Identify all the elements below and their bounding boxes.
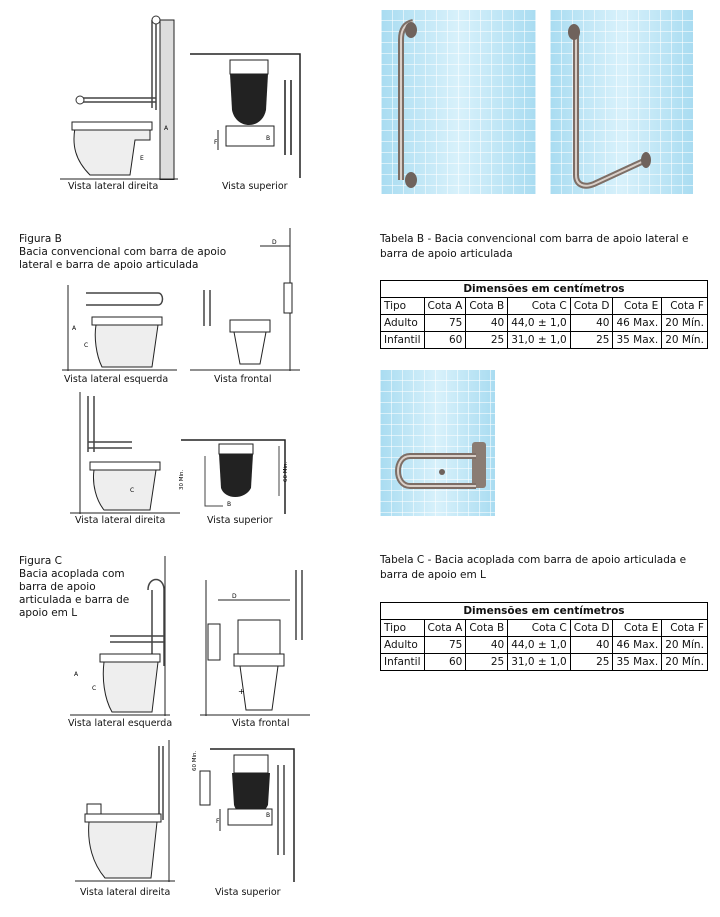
table-b-header: Dimensões em centímetros bbox=[381, 281, 708, 298]
fig-b-label: Figura B bbox=[19, 233, 62, 245]
table-cell: 31,0 ± 1,0 bbox=[508, 654, 571, 671]
table-c-col-cota-c: Cota C bbox=[508, 620, 571, 637]
fig-c-top-drawing bbox=[190, 745, 300, 882]
fig-b-caption-right-side: Vista lateral direita bbox=[75, 515, 166, 526]
table-cell: 75 bbox=[424, 637, 466, 654]
dim-label-a: A bbox=[74, 671, 79, 678]
fig-a-caption-right-side: Vista lateral direita bbox=[68, 181, 159, 192]
table-cell: 20 Mín. bbox=[662, 332, 708, 349]
fig-b-description-1: Bacia convencional com barra de apoio bbox=[19, 246, 227, 258]
table-cell: 46 Max. bbox=[613, 637, 662, 654]
dim-label-c: C bbox=[130, 487, 135, 494]
fig-c-caption-left-side: Vista lateral esquerda bbox=[68, 718, 173, 729]
table-cell: 20 Mín. bbox=[662, 315, 708, 332]
svg-text:+: + bbox=[238, 687, 245, 696]
table-b-title bbox=[380, 232, 700, 262]
fig-c-caption-front: Vista frontal bbox=[232, 718, 290, 729]
table-cell: 25 bbox=[466, 654, 508, 671]
fig-b-front-drawing bbox=[190, 228, 300, 371]
fig-b-description-2: lateral e barra de apoio articulada bbox=[19, 259, 199, 271]
table-cell: Infantil bbox=[381, 654, 425, 671]
table-cell: 25 bbox=[570, 332, 613, 349]
table-cell: 20 Mín. bbox=[662, 637, 708, 654]
table-cell: 35 Max. bbox=[613, 654, 662, 671]
table-b-col-cota-d: Cota D bbox=[570, 298, 613, 315]
table-cell: 44,0 ± 1,0 bbox=[508, 315, 571, 332]
dim-label-c: C bbox=[84, 342, 89, 349]
fig-c-caption-top: Vista superior bbox=[215, 887, 281, 898]
table-cell: 31,0 ± 1,0 bbox=[508, 332, 571, 349]
table-b-col-cota-e: Cota E bbox=[613, 298, 662, 315]
table-cell: 40 bbox=[570, 315, 613, 332]
min-60-label: 60 Min. bbox=[192, 750, 198, 771]
dim-label-a: A bbox=[72, 325, 77, 332]
fig-c-label: Figura C bbox=[19, 555, 62, 567]
dim-label-e: E bbox=[140, 155, 144, 162]
table-b bbox=[380, 280, 708, 349]
table-b-title-line-2: barra de apoio articulada bbox=[380, 248, 513, 260]
table-b-col-tipo: Tipo bbox=[381, 298, 425, 315]
dim-label-b: B bbox=[227, 501, 232, 508]
dim-label-c: C bbox=[92, 685, 97, 692]
hinged-grab-bar-photo bbox=[380, 370, 495, 516]
table-c-col-cota-e: Cota E bbox=[613, 620, 662, 637]
table-row bbox=[381, 637, 708, 654]
dim-label-f: F bbox=[216, 818, 220, 825]
table-b-col-cota-c: Cota C bbox=[508, 298, 571, 315]
dim-label-b: B bbox=[266, 812, 271, 819]
table-c-col-cota-a: Cota A bbox=[424, 620, 466, 637]
table-c-col-cota-d: Cota D bbox=[570, 620, 613, 637]
fig-c-description-3: articulada e barra de bbox=[19, 594, 130, 606]
table-c-col-cota-b: Cota B bbox=[466, 620, 508, 637]
table-cell: 75 bbox=[424, 315, 466, 332]
table-c-col-cota-f: Cota F bbox=[662, 620, 708, 637]
dim-label-f: F bbox=[214, 139, 218, 146]
fig-c-front-drawing bbox=[200, 560, 310, 716]
table-cell: 40 bbox=[466, 315, 508, 332]
fig-b-top-drawing bbox=[175, 436, 293, 514]
fig-c-description-2: barra de apoio bbox=[19, 581, 96, 593]
table-row bbox=[381, 620, 708, 637]
dim-label-d: D bbox=[272, 239, 277, 246]
table-row bbox=[381, 298, 708, 315]
fig-c-caption-right-side: Vista lateral direita bbox=[80, 887, 171, 898]
table-cell: 40 bbox=[570, 637, 613, 654]
fig-b-caption-front: Vista frontal bbox=[214, 374, 272, 385]
l-grab-bar-photo bbox=[550, 10, 693, 194]
table-cell: 20 Mín. bbox=[662, 654, 708, 671]
fig-c-right-side-drawing bbox=[75, 740, 175, 882]
straight-grab-bar-photo bbox=[381, 10, 536, 194]
table-row bbox=[381, 654, 708, 671]
min-60-label: 60 Min. bbox=[283, 461, 289, 482]
table-row bbox=[381, 332, 708, 349]
table-cell: 25 bbox=[570, 654, 613, 671]
table-b-title-line-1: Tabela B - Bacia convencional com barra de apoio lateral e bbox=[380, 233, 689, 245]
table-cell: 44,0 ± 1,0 bbox=[508, 637, 571, 654]
fig-a-top-view-drawing bbox=[190, 50, 310, 178]
table-row bbox=[381, 315, 708, 332]
table-c-title-line-2: barra de apoio em L bbox=[380, 569, 486, 581]
table-cell: 40 bbox=[466, 637, 508, 654]
table-b-col-cota-f: Cota F bbox=[662, 298, 708, 315]
table-cell: 60 bbox=[424, 332, 466, 349]
fig-b-caption-left-side: Vista lateral esquerda bbox=[64, 374, 169, 385]
table-cell: Adulto bbox=[381, 637, 425, 654]
fig-c-description-4: apoio em L bbox=[19, 607, 78, 619]
table-c-col-tipo: Tipo bbox=[381, 620, 425, 637]
table-c-title bbox=[380, 553, 700, 583]
table-cell: 60 bbox=[424, 654, 466, 671]
dim-label-b: B bbox=[266, 135, 271, 142]
fig-c-left-side-drawing bbox=[70, 556, 170, 716]
min-30-label: 30 Min. bbox=[179, 469, 185, 490]
table-cell: Infantil bbox=[381, 332, 425, 349]
table-b-col-cota-b: Cota B bbox=[466, 298, 508, 315]
table-cell: 46 Max. bbox=[613, 315, 662, 332]
dim-label-d: D bbox=[232, 593, 237, 600]
fig-a-caption-top: Vista superior bbox=[222, 181, 288, 192]
table-c-title-line-1: Tabela C - Bacia acoplada com barra de apoio articulada e bbox=[380, 554, 687, 566]
table-b-col-cota-a: Cota A bbox=[424, 298, 466, 315]
fig-b-caption-top: Vista superior bbox=[207, 515, 273, 526]
fig-b-right-side-drawing bbox=[70, 392, 180, 514]
fig-c-description-1: Bacia acoplada com bbox=[19, 568, 125, 580]
table-cell: 25 bbox=[466, 332, 508, 349]
table-c-header: Dimensões em centímetros bbox=[381, 603, 708, 620]
table-cell: 35 Max. bbox=[613, 332, 662, 349]
fig-a-side-view-drawing bbox=[60, 10, 178, 180]
fig-b-left-side-drawing bbox=[62, 285, 177, 371]
dim-label-a: A bbox=[164, 125, 169, 132]
table-cell: Adulto bbox=[381, 315, 425, 332]
table-c bbox=[380, 602, 708, 671]
